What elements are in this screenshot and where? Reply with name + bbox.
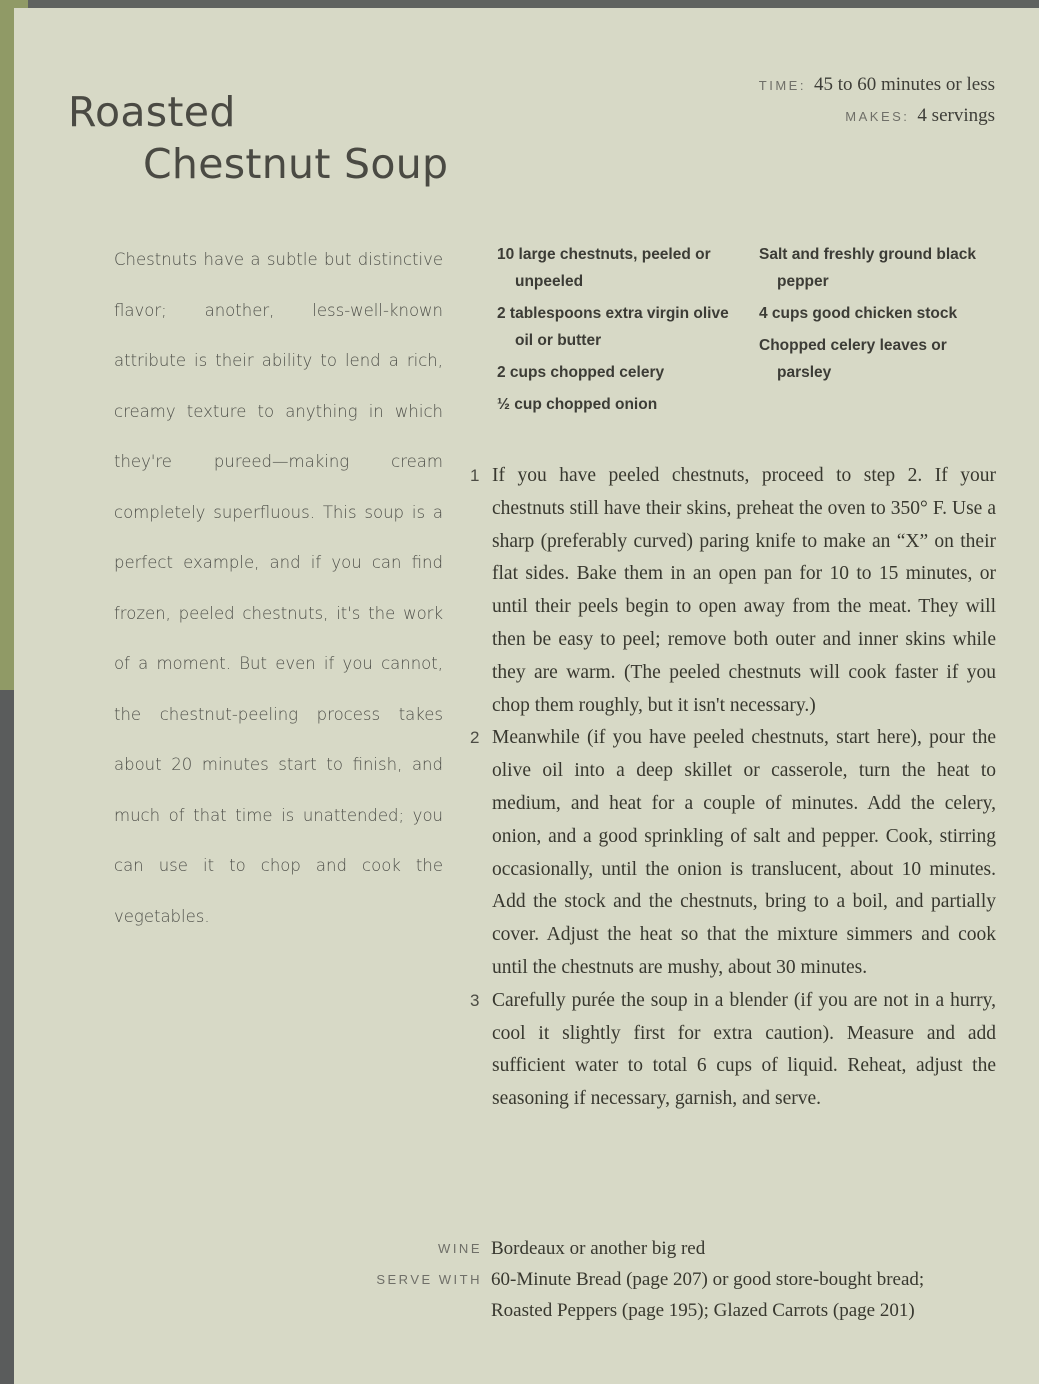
makes-value: 4 servings (917, 105, 995, 126)
recipe-title (68, 86, 448, 190)
makes-row (759, 101, 995, 132)
wine-text: Bordeaux or another big red (491, 1238, 706, 1259)
step-number: 2 (470, 728, 480, 748)
ingredient-item: Salt and freshly ground black pepper (759, 246, 977, 290)
step-number: 1 (470, 466, 480, 485)
wine-label: WINE (438, 1241, 482, 1256)
ingredient-item: 10 large chestnuts, peeled or unpeeled (497, 246, 711, 290)
time-row (759, 70, 995, 101)
ingredient-item: ½ cup chopped onion (497, 396, 658, 413)
method-step (470, 985, 996, 1116)
recipe-title-line2: Chestnut Soup (143, 140, 449, 188)
time-value: 45 to 60 minutes or less (813, 74, 995, 95)
ingredient-item: 2 tablespoons extra virgin olive oil or butter (497, 305, 729, 349)
ingredients-column-2 (759, 241, 999, 391)
ingredient-item: 2 cups chopped celery (497, 364, 665, 381)
serve-with (314, 1265, 1004, 1326)
recipe-page (14, 8, 1039, 1384)
method-step (470, 722, 996, 984)
recipe-title-line1: Roasted (68, 88, 236, 136)
step-text: Meanwhile (if you have peeled chestnuts, start here), pour the olive oil into a deep skillet or casserole, turn the heat to medium, and heat for a couple of minutes. Add the celery, onion, and a good sprinkling of salt and pepper. Cook, stirring occasionally, until the onion is translucent, about 10 minutes. Add the stock and the chestnuts, bring to a boil, and partially cover. Adjust the heat so that the mixture simmers and cook until the chestnuts are mushy, about 30 minutes. (492, 727, 996, 978)
serve-with-text: 60-Minute Bread (page 207) or good store-bought bread; Roasted Peppers (page 195); Glazed Carrots (page 201) (491, 1269, 925, 1321)
ingredients-column-1 (497, 241, 737, 423)
step-number: 3 (470, 990, 480, 1010)
method-step (470, 460, 996, 722)
method-steps (470, 460, 996, 1116)
step-text: If you have peeled chestnuts, proceed to step 2. If your chestnuts still have their skins, preheat the oven to 350° F. Use a sharp (preferably curved) paring knife to make an “X” on their flat sides. Bake them in an open pan for 10 to 15 minutes, or until their peels begin to open away from the meat. They will then be easy to peel; remove both outer and inner skins while they are warm. (The peeled chestnuts will cook faster if you chop them roughly, but it isn't necessary.) (492, 465, 996, 716)
time-label: TIME: (758, 78, 806, 93)
headnote: Chestnuts have a subtle but distinctive flavor; another, less-well-known attribute is their ability to lend a rich, creamy texture to anything in which they're pureed—making cream completely superfluous. This soup is a perfect example, and if you can find frozen, peeled chestnuts, it's the work of a moment. But even if you cannot, the chestnut-peeling process takes about 20 minutes start to finish, and much of that time is unattended; you can use it to chop and cook the vegetables. (114, 250, 443, 926)
ingredient-item: Chopped celery leaves or parsley (759, 337, 947, 381)
ingredient-item: 4 cups good chicken stock (759, 305, 958, 322)
serve-with-label: SERVE WITH (376, 1272, 482, 1287)
step-text: Carefully purée the soup in a blender (if you are not in a hurry, cool it slightly first for extra caution). Measure and add sufficient water to total 6 cups of liquid. Reheat, adjust the seasoning if necessary, garnish, and serve. (492, 989, 996, 1110)
wine-pairing (314, 1234, 1004, 1265)
recipe-meta (759, 70, 995, 132)
makes-label: MAKES: (845, 109, 910, 124)
